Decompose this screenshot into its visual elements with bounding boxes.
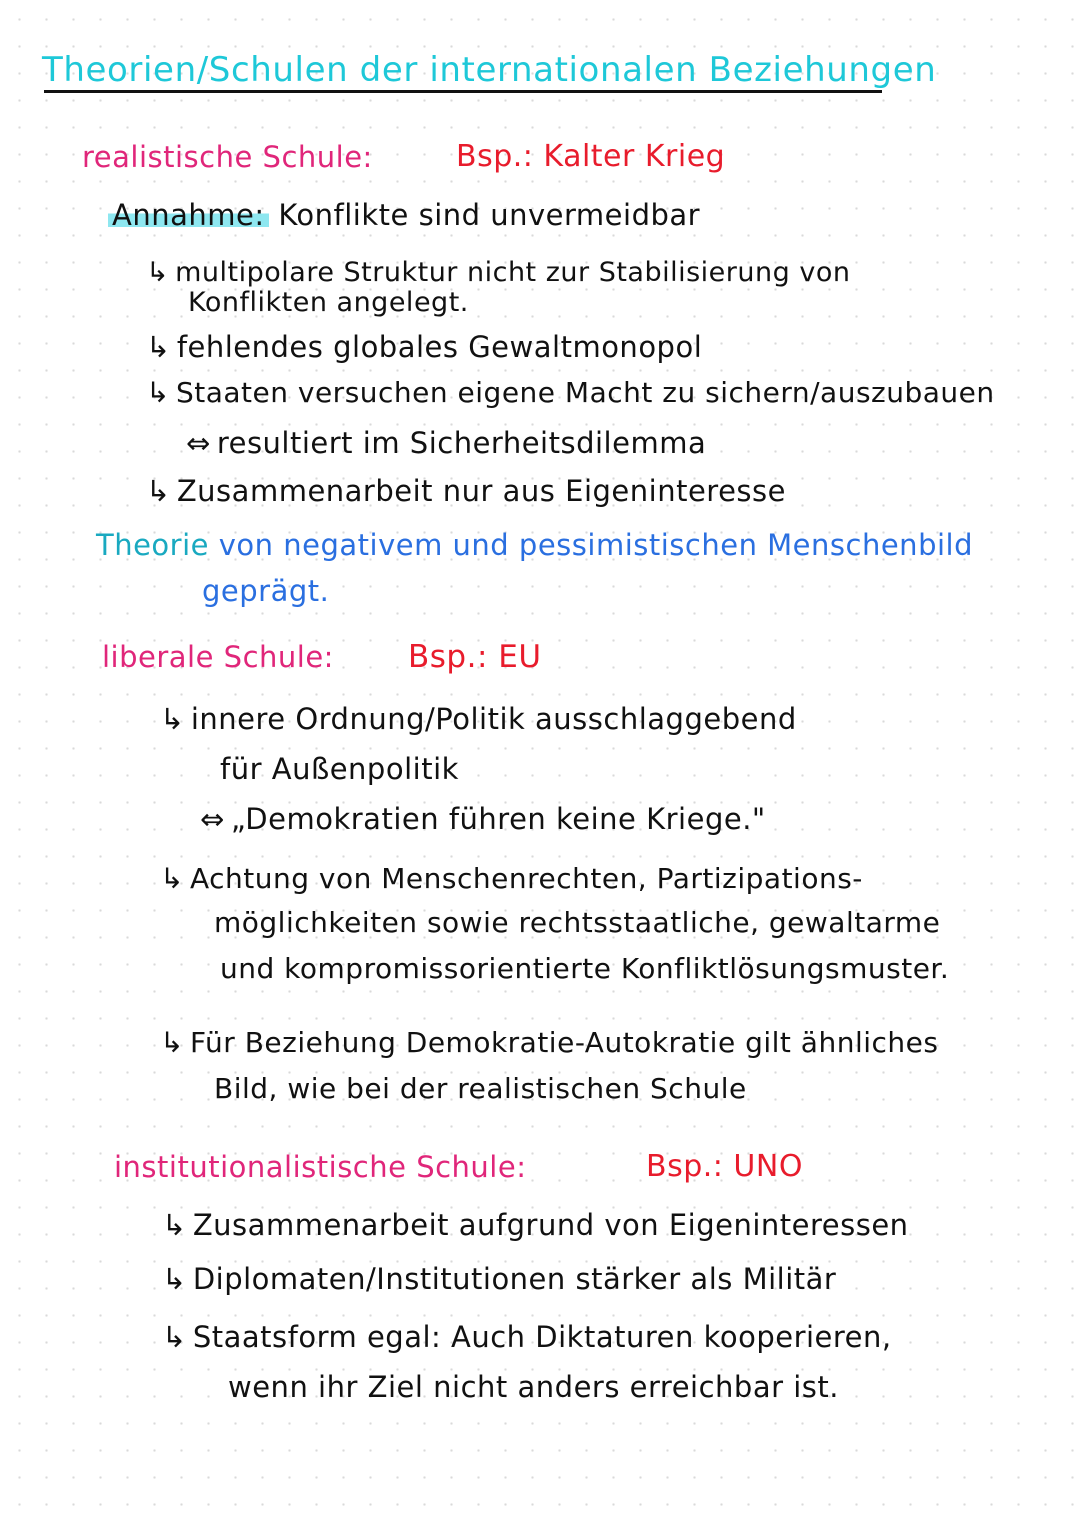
realist-example: Bsp.: Kalter Krieg [456, 139, 726, 174]
arrow-icon: ↳ [160, 862, 184, 895]
institutional-point-3 [162, 1320, 892, 1354]
realist-sub-point-text: resultiert im Sicherheitsdilemma [216, 426, 707, 460]
arrow-icon: ↳ [160, 1026, 184, 1059]
title-underline [44, 90, 882, 93]
realist-point-2-text: fehlendes globales Gewaltmonopol [176, 330, 703, 364]
page-title: Theorien/Schulen der internationalen Beziehungen [42, 50, 937, 90]
realist-point-4 [146, 474, 786, 508]
arrow-icon: ↳ [160, 702, 185, 736]
arrow-icon: ↳ [162, 1320, 187, 1354]
arrow-icon: ↳ [146, 257, 170, 288]
realist-point-3-text: Staaten versuchen eigene Macht zu sichern/auszubauen [175, 376, 995, 409]
institutional-point-2-text: Diplomaten/Institutionen stärker als Militär [192, 1262, 837, 1296]
institutional-point-1-text: Zusammenarbeit aufgrund von Eigeninteressen [192, 1208, 909, 1242]
institutional-point-2 [162, 1262, 836, 1296]
realist-note [96, 528, 973, 562]
liberal-point-1 [160, 702, 797, 736]
institutional-point-3-text: Staatsform egal: Auch Diktaturen kooperieren, [192, 1320, 892, 1354]
liberal-sub-point-text: „Demokratien führen keine Kriege." [230, 802, 766, 836]
liberal-point-2-cont-2: und kompromissorientierte Konfliktlösungsmuster. [220, 952, 950, 985]
realist-point-4-text: Zusammenarbeit nur aus Eigeninteresse [176, 474, 786, 508]
liberal-point-3-text: Für Beziehung Demokratie-Autokratie gilt ähnliches [189, 1026, 939, 1059]
realist-sub-point [186, 426, 706, 460]
liberal-point-2 [160, 862, 863, 896]
realist-note-a: Theorie [96, 528, 210, 562]
realist-note-b: von negativem und pessimistischen Menschenbild [218, 528, 973, 562]
realist-point-1-text: multipolare Struktur nicht zur Stabilisierung von [175, 257, 851, 288]
institutional-point-3-cont: wenn ihr Ziel nicht anders erreichbar ist. [228, 1370, 839, 1404]
arrow-icon: ↳ [146, 474, 171, 508]
realist-point-3 [146, 376, 995, 410]
liberal-point-1-cont: für Außenpolitik [220, 752, 459, 786]
liberal-heading: liberale Schule: [102, 640, 334, 674]
liberal-point-3 [160, 1026, 938, 1060]
realist-note-cont: geprägt. [202, 574, 330, 608]
liberal-sub-point [200, 802, 766, 836]
realist-point-1-cont: Konflikten angelegt. [188, 287, 469, 318]
liberal-point-2-cont-1: möglichkeiten sowie rechtsstaatliche, gewaltarme [214, 906, 941, 939]
arrow-icon: ↳ [162, 1208, 187, 1242]
realist-assumption [108, 198, 700, 232]
double-arrow-icon: ⇔ [186, 426, 211, 460]
institutional-point-1 [162, 1208, 909, 1242]
liberal-point-2-text: Achtung von Menschenrechten, Partizipations- [189, 862, 863, 895]
arrow-icon: ↳ [162, 1262, 187, 1296]
realist-point-2 [146, 330, 702, 364]
liberal-point-1-text: innere Ordnung/Politik ausschlaggebend [190, 702, 797, 736]
institutional-heading: institutionalistische Schule: [114, 1150, 527, 1184]
realist-point-1 [146, 256, 850, 290]
arrow-icon: ↳ [146, 376, 170, 409]
liberal-example: Bsp.: EU [408, 639, 542, 675]
assumption-text: Konflikte sind unvermeidbar [278, 198, 701, 232]
liberal-point-3-cont: Bild, wie bei der realistischen Schule [214, 1072, 747, 1105]
realist-heading: realistische Schule: [82, 140, 373, 174]
institutional-example: Bsp.: UNO [646, 1149, 803, 1184]
assumption-label: Annahme: [108, 198, 269, 232]
double-arrow-icon: ⇔ [200, 802, 225, 836]
arrow-icon: ↳ [146, 330, 171, 364]
